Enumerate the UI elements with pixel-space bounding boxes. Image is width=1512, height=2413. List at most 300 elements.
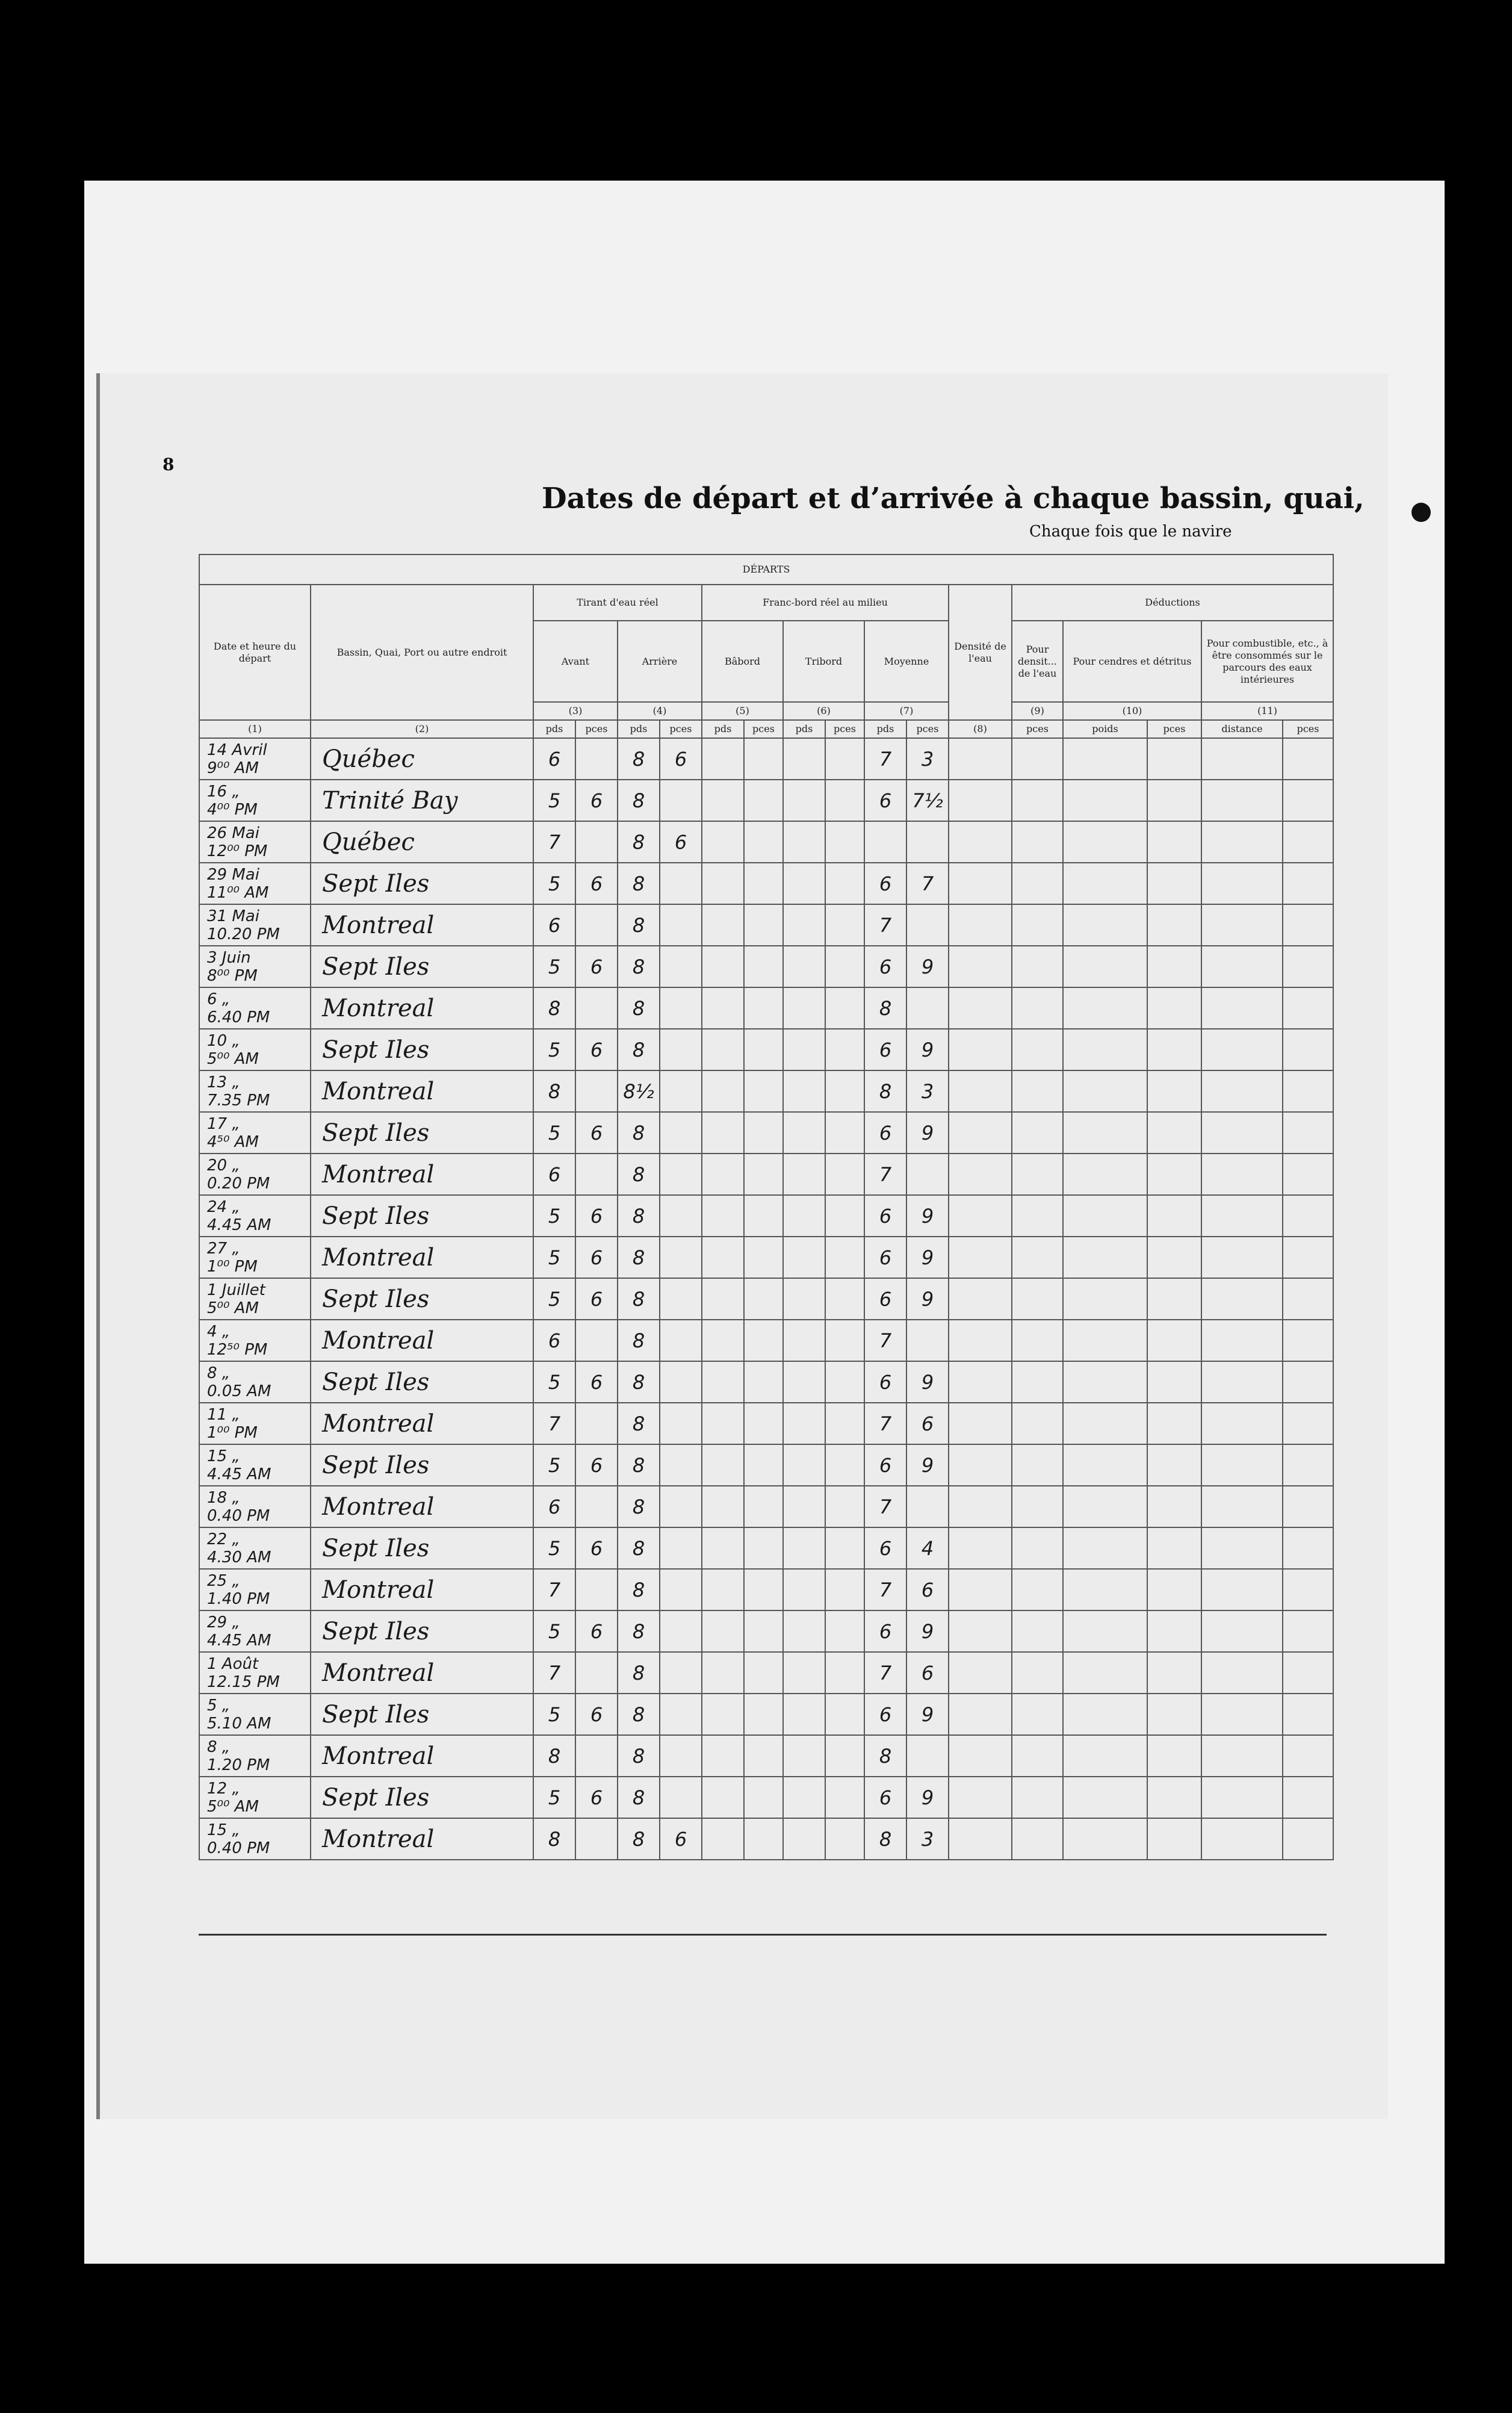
port-cell: Québec bbox=[311, 821, 533, 863]
draft-aft-in bbox=[660, 1237, 702, 1278]
departure-time: 12.15 PM bbox=[207, 1672, 280, 1691]
departure-date-cell bbox=[199, 946, 311, 987]
departure-time: 0.05 AM bbox=[207, 1382, 271, 1400]
departure-date: 15 „ bbox=[207, 1447, 240, 1465]
freeboard-mean-ft: 6 bbox=[864, 946, 906, 987]
empty-cell bbox=[1147, 1652, 1201, 1694]
bassin-header: Bassin, Quai, Port ou autre endroit bbox=[311, 585, 533, 720]
empty-cell bbox=[1283, 1320, 1333, 1361]
draft-fwd-ft: 5 bbox=[533, 1112, 575, 1154]
freeboard-mean-in: 3 bbox=[906, 738, 949, 780]
port-cell: Sept Iles bbox=[311, 1112, 533, 1154]
draft-fwd-ft: 8 bbox=[533, 1070, 575, 1112]
empty-cell bbox=[783, 904, 825, 946]
departure-date: 27 „ bbox=[207, 1239, 240, 1258]
freeboard-mean-in bbox=[906, 1154, 949, 1195]
draft-fwd-in bbox=[575, 1403, 618, 1444]
empty-cell bbox=[949, 1154, 1012, 1195]
empty-cell bbox=[1063, 1652, 1147, 1694]
empty-cell bbox=[949, 1486, 1012, 1527]
draft-fwd-ft: 6 bbox=[533, 738, 575, 780]
draft-aft-in bbox=[660, 1444, 702, 1486]
empty-cell bbox=[949, 1777, 1012, 1818]
empty-cell bbox=[783, 1361, 825, 1403]
empty-cell bbox=[1063, 1195, 1147, 1237]
empty-cell bbox=[1201, 1112, 1283, 1154]
unit-label: pces bbox=[1012, 720, 1063, 738]
empty-cell bbox=[783, 1444, 825, 1486]
empty-cell bbox=[783, 1777, 825, 1818]
empty-cell bbox=[744, 1278, 783, 1320]
empty-cell bbox=[825, 1486, 864, 1527]
port-cell: Montreal bbox=[311, 987, 533, 1029]
freeboard-mean-in: 9 bbox=[906, 1237, 949, 1278]
empty-cell bbox=[702, 821, 744, 863]
empty-cell bbox=[744, 1195, 783, 1237]
empty-cell bbox=[825, 1818, 864, 1860]
departure-date: 18 „ bbox=[207, 1488, 240, 1507]
empty-cell bbox=[744, 1818, 783, 1860]
empty-cell bbox=[1147, 1112, 1201, 1154]
draft-fwd-ft: 7 bbox=[533, 1569, 575, 1610]
empty-cell bbox=[1012, 1112, 1063, 1154]
empty-cell bbox=[1012, 1278, 1063, 1320]
empty-cell bbox=[702, 904, 744, 946]
empty-cell bbox=[949, 1818, 1012, 1860]
port-cell: Sept Iles bbox=[311, 946, 533, 987]
empty-cell bbox=[702, 1818, 744, 1860]
freeboard-mean-ft: 8 bbox=[864, 1735, 906, 1777]
empty-cell bbox=[1012, 946, 1063, 987]
departs-header: DÉPARTS bbox=[199, 554, 1333, 585]
departure-time: 12⁰⁰ PM bbox=[207, 842, 268, 860]
empty-cell bbox=[825, 1777, 864, 1818]
draft-aft-ft: 8 bbox=[618, 780, 660, 821]
empty-cell bbox=[783, 1735, 825, 1777]
departure-date: 16 „ bbox=[207, 782, 240, 801]
empty-cell bbox=[783, 1486, 825, 1527]
empty-cell bbox=[1201, 1569, 1283, 1610]
draft-fwd-in: 6 bbox=[575, 1029, 618, 1070]
table-row bbox=[199, 1154, 1333, 1195]
empty-cell bbox=[1063, 863, 1147, 904]
departure-date-cell bbox=[199, 821, 311, 863]
empty-cell bbox=[783, 780, 825, 821]
empty-cell bbox=[1012, 863, 1063, 904]
departure-date-cell bbox=[199, 1320, 311, 1361]
empty-cell bbox=[702, 1444, 744, 1486]
port-cell: Montreal bbox=[311, 1652, 533, 1694]
empty-cell bbox=[1201, 780, 1283, 821]
unit-label: pces bbox=[825, 720, 864, 738]
draft-aft-in bbox=[660, 1486, 702, 1527]
departure-date-cell bbox=[199, 1610, 311, 1652]
freeboard-mean-in bbox=[906, 987, 949, 1029]
empty-cell bbox=[783, 946, 825, 987]
departure-date-cell bbox=[199, 1403, 311, 1444]
draft-fwd-ft: 5 bbox=[533, 1195, 575, 1237]
freeboard-mean-ft: 6 bbox=[864, 1029, 906, 1070]
table-row bbox=[199, 1444, 1333, 1486]
empty-cell bbox=[1147, 1569, 1201, 1610]
departure-time: 4.45 AM bbox=[207, 1631, 271, 1650]
empty-cell bbox=[744, 1237, 783, 1278]
empty-cell bbox=[825, 1403, 864, 1444]
empty-cell bbox=[949, 1029, 1012, 1070]
empty-cell bbox=[744, 1361, 783, 1403]
unit-label: pds bbox=[533, 720, 575, 738]
draft-fwd-in: 6 bbox=[575, 1195, 618, 1237]
draft-fwd-in bbox=[575, 987, 618, 1029]
draft-aft-in: 6 bbox=[660, 821, 702, 863]
empty-cell bbox=[702, 863, 744, 904]
freeboard-mean-in: 9 bbox=[906, 1029, 949, 1070]
draft-fwd-in: 6 bbox=[575, 1777, 618, 1818]
departure-time: 1.40 PM bbox=[207, 1589, 270, 1608]
table-row bbox=[199, 738, 1333, 780]
freeboard-mean-ft: 6 bbox=[864, 863, 906, 904]
draft-fwd-in bbox=[575, 1070, 618, 1112]
col-number: (9) bbox=[1012, 702, 1063, 720]
departure-date: 31 Mai bbox=[207, 907, 259, 925]
table-row bbox=[199, 987, 1333, 1029]
empty-cell bbox=[949, 1610, 1012, 1652]
table-row bbox=[199, 821, 1333, 863]
departure-date: 29 „ bbox=[207, 1613, 240, 1632]
departure-time: 4.45 AM bbox=[207, 1216, 271, 1234]
empty-cell bbox=[949, 1320, 1012, 1361]
empty-cell bbox=[783, 1237, 825, 1278]
empty-cell bbox=[1283, 904, 1333, 946]
empty-cell bbox=[825, 1610, 864, 1652]
departure-date-cell bbox=[199, 1361, 311, 1403]
departure-time: 5⁰⁰ AM bbox=[207, 1797, 259, 1816]
empty-cell bbox=[949, 1361, 1012, 1403]
departure-date: 17 „ bbox=[207, 1114, 240, 1133]
empty-cell bbox=[1201, 863, 1283, 904]
departure-time: 4.30 AM bbox=[207, 1548, 271, 1567]
table-row bbox=[199, 1112, 1333, 1154]
empty-cell bbox=[825, 1361, 864, 1403]
table-row bbox=[199, 1029, 1333, 1070]
unit-label: pces bbox=[906, 720, 949, 738]
departure-date-cell bbox=[199, 1735, 311, 1777]
empty-cell bbox=[744, 821, 783, 863]
freeboard-mean-ft: 7 bbox=[864, 904, 906, 946]
departure-date: 5 „ bbox=[207, 1696, 231, 1715]
empty-cell bbox=[783, 1610, 825, 1652]
empty-cell bbox=[783, 738, 825, 780]
empty-cell bbox=[825, 821, 864, 863]
table-row bbox=[199, 1278, 1333, 1320]
empty-cell bbox=[1012, 1403, 1063, 1444]
departure-time: 10.20 PM bbox=[207, 925, 280, 943]
draft-aft-ft: 8 bbox=[618, 987, 660, 1029]
empty-cell bbox=[1012, 987, 1063, 1029]
draft-aft-in bbox=[660, 863, 702, 904]
empty-cell bbox=[949, 821, 1012, 863]
departure-date-cell bbox=[199, 1444, 311, 1486]
departure-date-cell bbox=[199, 780, 311, 821]
table-row bbox=[199, 1237, 1333, 1278]
empty-cell bbox=[1147, 1486, 1201, 1527]
freeboard-mean-in bbox=[906, 821, 949, 863]
draft-fwd-ft: 6 bbox=[533, 1320, 575, 1361]
draft-aft-ft: 8 bbox=[618, 1735, 660, 1777]
draft-fwd-in: 6 bbox=[575, 1694, 618, 1735]
empty-cell bbox=[1201, 1818, 1283, 1860]
empty-cell bbox=[1283, 1029, 1333, 1070]
empty-cell bbox=[783, 1818, 825, 1860]
draft-fwd-in bbox=[575, 1569, 618, 1610]
unit-label: pds bbox=[618, 720, 660, 738]
draft-fwd-ft: 5 bbox=[533, 1444, 575, 1486]
empty-cell bbox=[783, 1652, 825, 1694]
draft-fwd-in bbox=[575, 1818, 618, 1860]
port-cell: Montreal bbox=[311, 1486, 533, 1527]
empty-cell bbox=[1201, 1195, 1283, 1237]
empty-cell bbox=[1201, 1777, 1283, 1818]
empty-cell bbox=[702, 1195, 744, 1237]
draft-fwd-ft: 5 bbox=[533, 863, 575, 904]
empty-cell bbox=[1201, 1652, 1283, 1694]
departure-date: 10 „ bbox=[207, 1031, 240, 1050]
departure-time: 5⁰⁰ AM bbox=[207, 1299, 259, 1317]
empty-cell bbox=[825, 863, 864, 904]
freeboard-mean-in: 6 bbox=[906, 1569, 949, 1610]
departure-date: 14 Avril bbox=[207, 741, 267, 759]
empty-cell bbox=[1012, 1029, 1063, 1070]
draft-aft-ft: 8 bbox=[618, 738, 660, 780]
empty-cell bbox=[1147, 1029, 1201, 1070]
empty-cell bbox=[702, 946, 744, 987]
empty-cell bbox=[1063, 1527, 1147, 1569]
unit-label: poids bbox=[1063, 720, 1147, 738]
freeboard-mean-ft: 6 bbox=[864, 1237, 906, 1278]
departure-date: 29 Mai bbox=[207, 865, 259, 884]
empty-cell bbox=[744, 1735, 783, 1777]
empty-cell bbox=[1201, 738, 1283, 780]
empty-cell bbox=[825, 1154, 864, 1195]
empty-cell bbox=[702, 780, 744, 821]
draft-aft-in bbox=[660, 1777, 702, 1818]
unit-label: distance bbox=[1201, 720, 1283, 738]
empty-cell bbox=[1063, 821, 1147, 863]
empty-cell bbox=[1283, 946, 1333, 987]
draft-aft-ft: 8 bbox=[618, 1029, 660, 1070]
empty-cell bbox=[702, 1070, 744, 1112]
draft-fwd-ft: 6 bbox=[533, 904, 575, 946]
departure-date-cell bbox=[199, 1652, 311, 1694]
draft-aft-in bbox=[660, 1070, 702, 1112]
draft-fwd-in: 6 bbox=[575, 780, 618, 821]
empty-cell bbox=[1201, 1237, 1283, 1278]
draft-aft-ft: 8 bbox=[618, 1652, 660, 1694]
empty-cell bbox=[702, 1486, 744, 1527]
port-cell: Québec bbox=[311, 738, 533, 780]
table-row bbox=[199, 1361, 1333, 1403]
table-row bbox=[199, 780, 1333, 821]
port-cell: Montreal bbox=[311, 1818, 533, 1860]
empty-cell bbox=[1012, 1610, 1063, 1652]
draft-aft-ft: 8 bbox=[618, 821, 660, 863]
draft-fwd-ft: 7 bbox=[533, 821, 575, 863]
draft-aft-ft: 8 bbox=[618, 1818, 660, 1860]
empty-cell bbox=[949, 1735, 1012, 1777]
empty-cell bbox=[1147, 1195, 1201, 1237]
empty-cell bbox=[744, 1320, 783, 1361]
draft-aft-ft: 8 bbox=[618, 1444, 660, 1486]
draft-fwd-in bbox=[575, 904, 618, 946]
empty-cell bbox=[1201, 1361, 1283, 1403]
draft-aft-ft: 8 bbox=[618, 946, 660, 987]
departure-time: 12⁵⁰ PM bbox=[207, 1340, 268, 1359]
departure-date: 25 „ bbox=[207, 1571, 240, 1590]
empty-cell bbox=[1012, 1486, 1063, 1527]
departure-time: 0.20 PM bbox=[207, 1174, 270, 1193]
empty-cell bbox=[825, 1569, 864, 1610]
empty-cell bbox=[744, 1070, 783, 1112]
draft-aft-ft: 8 bbox=[618, 1320, 660, 1361]
freeboard-mean-in: 9 bbox=[906, 1777, 949, 1818]
empty-cell bbox=[1147, 1444, 1201, 1486]
draft-fwd-in bbox=[575, 1652, 618, 1694]
empty-cell bbox=[702, 1527, 744, 1569]
port-cell: Sept Iles bbox=[311, 1195, 533, 1237]
tirant-header: Tirant d'eau réel bbox=[533, 585, 702, 621]
col-number: (10) bbox=[1063, 702, 1201, 720]
empty-cell bbox=[744, 1112, 783, 1154]
empty-cell bbox=[1147, 1527, 1201, 1569]
table-row bbox=[199, 1070, 1333, 1112]
draft-aft-in: 6 bbox=[660, 738, 702, 780]
empty-cell bbox=[783, 821, 825, 863]
table-row bbox=[199, 1403, 1333, 1444]
table-row bbox=[199, 1818, 1333, 1860]
deductions-header: Déductions bbox=[1012, 585, 1333, 621]
freeboard-mean-ft: 7 bbox=[864, 1154, 906, 1195]
table-row bbox=[199, 863, 1333, 904]
empty-cell bbox=[744, 904, 783, 946]
empty-cell bbox=[1147, 1070, 1201, 1112]
freeboard-mean-in: 3 bbox=[906, 1818, 949, 1860]
empty-cell bbox=[825, 1652, 864, 1694]
empty-cell bbox=[1147, 1361, 1201, 1403]
departure-time: 1.20 PM bbox=[207, 1756, 270, 1774]
empty-cell bbox=[1283, 1361, 1333, 1403]
port-cell: Montreal bbox=[311, 1569, 533, 1610]
freeboard-mean-in: 9 bbox=[906, 1278, 949, 1320]
draft-aft-in bbox=[660, 904, 702, 946]
draft-aft-ft: 8½ bbox=[618, 1070, 660, 1112]
empty-cell bbox=[1201, 1070, 1283, 1112]
empty-cell bbox=[1012, 1320, 1063, 1361]
departure-date-cell bbox=[199, 1154, 311, 1195]
port-cell: Montreal bbox=[311, 1735, 533, 1777]
empty-cell bbox=[949, 1652, 1012, 1694]
draft-aft-in bbox=[660, 1112, 702, 1154]
tribord-header: Tribord bbox=[783, 621, 864, 702]
empty-cell bbox=[783, 1278, 825, 1320]
empty-cell bbox=[1201, 946, 1283, 987]
empty-cell bbox=[1201, 1029, 1283, 1070]
draft-aft-ft: 8 bbox=[618, 1694, 660, 1735]
empty-cell bbox=[825, 946, 864, 987]
departure-time: 9⁰⁰ AM bbox=[207, 759, 259, 777]
page-number: 8 bbox=[163, 455, 175, 474]
freeboard-mean-in: 9 bbox=[906, 1195, 949, 1237]
table-row bbox=[199, 946, 1333, 987]
draft-aft-in bbox=[660, 1029, 702, 1070]
draft-aft-in bbox=[660, 780, 702, 821]
empty-cell bbox=[744, 1694, 783, 1735]
port-cell: Sept Iles bbox=[311, 1278, 533, 1320]
empty-cell bbox=[1147, 780, 1201, 821]
empty-cell bbox=[702, 1610, 744, 1652]
empty-cell bbox=[1063, 987, 1147, 1029]
unit-label: pds bbox=[702, 720, 744, 738]
empty-cell bbox=[825, 1195, 864, 1237]
draft-aft-in bbox=[660, 1527, 702, 1569]
draft-fwd-in: 6 bbox=[575, 1361, 618, 1403]
empty-cell bbox=[825, 1444, 864, 1486]
empty-cell bbox=[1201, 821, 1283, 863]
empty-cell bbox=[825, 1237, 864, 1278]
freeboard-mean-in: 9 bbox=[906, 1610, 949, 1652]
departure-date: 15 „ bbox=[207, 1821, 240, 1839]
freeboard-mean-ft: 7 bbox=[864, 1486, 906, 1527]
port-cell: Sept Iles bbox=[311, 1527, 533, 1569]
empty-cell bbox=[1147, 1818, 1201, 1860]
departure-date: 12 „ bbox=[207, 1779, 240, 1798]
empty-cell bbox=[1147, 1735, 1201, 1777]
empty-cell bbox=[1012, 1444, 1063, 1486]
freeboard-mean-in: 9 bbox=[906, 946, 949, 987]
draft-fwd-ft: 6 bbox=[533, 1486, 575, 1527]
draft-fwd-ft: 5 bbox=[533, 1777, 575, 1818]
draft-fwd-ft: 5 bbox=[533, 1237, 575, 1278]
departure-date: 8 „ bbox=[207, 1738, 231, 1756]
empty-cell bbox=[783, 1154, 825, 1195]
freeboard-mean-in: 7 bbox=[906, 863, 949, 904]
empty-cell bbox=[1147, 863, 1201, 904]
draft-fwd-ft: 6 bbox=[533, 1154, 575, 1195]
departure-date-cell bbox=[199, 904, 311, 946]
empty-cell bbox=[783, 987, 825, 1029]
empty-cell bbox=[1147, 987, 1201, 1029]
port-cell: Sept Iles bbox=[311, 1444, 533, 1486]
empty-cell bbox=[1012, 904, 1063, 946]
empty-cell bbox=[744, 1029, 783, 1070]
departure-date-cell bbox=[199, 1569, 311, 1610]
empty-cell bbox=[1147, 1403, 1201, 1444]
densite-header: Densité de l'eau bbox=[949, 585, 1012, 720]
freeboard-mean-ft: 8 bbox=[864, 1818, 906, 1860]
empty-cell bbox=[1283, 1112, 1333, 1154]
draft-aft-ft: 8 bbox=[618, 1569, 660, 1610]
freeboard-mean-ft: 6 bbox=[864, 1361, 906, 1403]
table-row bbox=[199, 1527, 1333, 1569]
empty-cell bbox=[744, 1403, 783, 1444]
draft-aft-in bbox=[660, 946, 702, 987]
empty-cell bbox=[1063, 1818, 1147, 1860]
empty-cell bbox=[702, 1403, 744, 1444]
departure-date: 26 Mai bbox=[207, 824, 259, 842]
empty-cell bbox=[1201, 1735, 1283, 1777]
empty-cell bbox=[702, 1278, 744, 1320]
unit-label: pces bbox=[744, 720, 783, 738]
departure-date: 11 „ bbox=[207, 1405, 240, 1424]
